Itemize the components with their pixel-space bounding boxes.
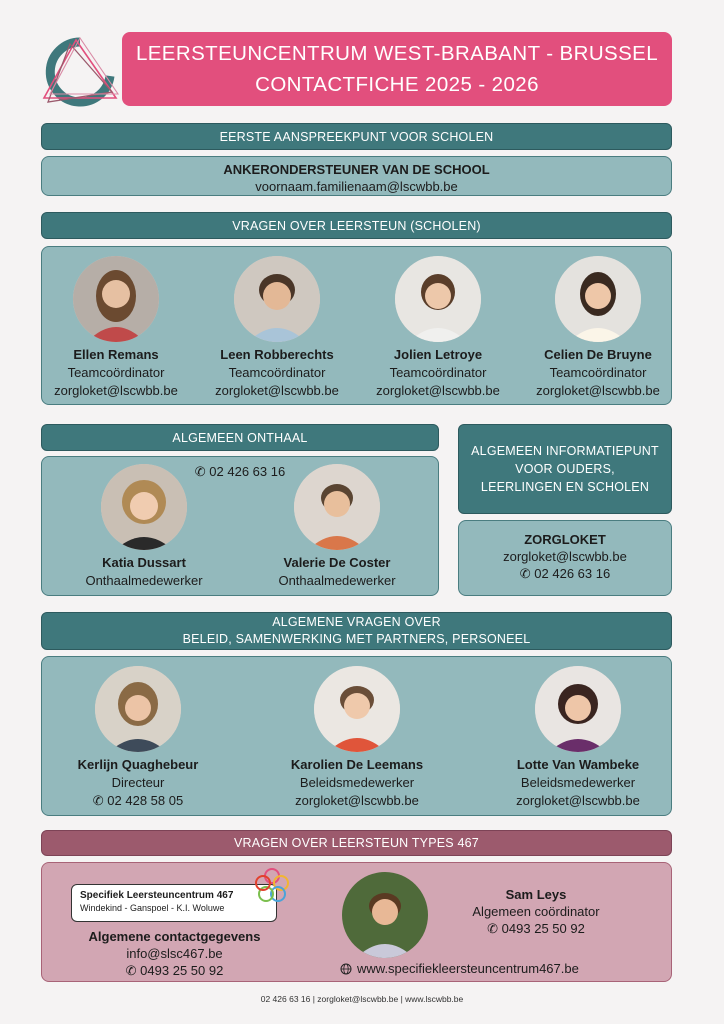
avatar: [342, 872, 428, 958]
person-phone[interactable]: ✆ 0493 25 50 92: [487, 921, 585, 936]
person-role: Teamcoördinator: [228, 365, 326, 380]
person-card: [513, 256, 683, 400]
person-role: Beleidsmedewerker: [520, 775, 636, 790]
person-name: Valerie De Coster: [283, 555, 391, 570]
anchor-email[interactable]: voornaam.familienaam@lscwbb.be: [255, 179, 458, 194]
page-title: [122, 32, 672, 106]
zorgloket-heading: ZORGLOKET: [524, 532, 606, 547]
person-role: Beleidsmedewerker: [299, 775, 415, 790]
person-name: Celien De Bruyne: [544, 347, 652, 362]
person-role: Teamcoördinator: [389, 365, 487, 380]
person-role: Onthaalmedewerker: [85, 573, 203, 588]
avatar: [294, 464, 380, 550]
general-contact-heading: Algemene contactgegevens: [88, 929, 261, 944]
website-text: www.specifiekleersteuncentrum467.be: [357, 961, 579, 976]
logo-line-2: Windekind - Ganspoel - K.I. Woluwe: [80, 903, 225, 913]
person-email[interactable]: zorgloket@lscwbb.be: [295, 793, 419, 808]
panel-zorgloket: [458, 520, 672, 596]
person-card: [353, 256, 523, 400]
person-card: [488, 666, 668, 810]
person-name: Kerlijn Quaghebeur: [77, 757, 199, 772]
person-name: Ellen Remans: [73, 347, 159, 362]
person-role: Teamcoördinator: [67, 365, 165, 380]
person-name: Sam Leys: [505, 887, 567, 902]
section-bar-reception: [41, 424, 439, 451]
website-link[interactable]: [340, 961, 640, 976]
person-card: [252, 464, 422, 590]
bar-label: BELEID, SAMENWERKING MET PARTNERS, PERSONEEL: [182, 632, 531, 646]
title-line-1: LEERSTEUNCENTRUM WEST-BRABANT - BRUSSEL: [135, 42, 659, 65]
person-card: [192, 256, 362, 400]
general-contact-phone[interactable]: ✆ 0493 25 50 92: [125, 963, 224, 978]
section-bar-types-467: [41, 830, 672, 856]
flower-logo-icon: [252, 866, 292, 906]
avatar: [395, 256, 481, 342]
avatar: [314, 666, 400, 752]
person-card: [267, 666, 447, 810]
section-bar-policy: [41, 612, 672, 650]
globe-icon: [340, 963, 352, 975]
anchor-heading: ANKERONDERSTEUNER VAN DE SCHOOL: [223, 162, 490, 177]
person-phone[interactable]: ✆ 02 428 58 05: [92, 793, 184, 808]
bar-label: LEERLINGEN EN SCHOLEN: [480, 480, 650, 494]
person-name: Leen Robberechts: [220, 347, 334, 362]
bar-label: VRAGEN OVER LEERSTEUN TYPES 467: [234, 836, 479, 850]
zorgloket-phone[interactable]: ✆ 02 426 63 16: [519, 566, 611, 581]
person-email[interactable]: zorgloket@lscwbb.be: [54, 383, 178, 398]
avatar: [555, 256, 641, 342]
person-name: Katia Dussart: [102, 555, 186, 570]
bar-label: EERSTE AANSPREEKPUNT VOOR SCHOLEN: [219, 129, 494, 144]
person-name: Lotte Van Wambeke: [516, 757, 640, 772]
person-name: Jolien Letroye: [393, 347, 483, 362]
person-role: Algemeen coördinator: [472, 904, 600, 919]
slsc467-logo: [71, 884, 277, 922]
avatar: [234, 256, 320, 342]
person-role: Onthaalmedewerker: [278, 573, 396, 588]
person-email[interactable]: zorgloket@lscwbb.be: [376, 383, 500, 398]
reception-phone[interactable]: ✆ 02 426 63 16: [194, 464, 286, 479]
general-contact-email[interactable]: info@slsc467.be: [126, 946, 223, 961]
avatar: [535, 666, 621, 752]
title-line-2: CONTACTFICHE 2025 - 2026: [255, 73, 539, 96]
section-bar-support-schools: [41, 212, 672, 239]
person-name: Karolien De Leemans: [290, 757, 424, 772]
section-bar-first-contact: [41, 123, 672, 150]
person-card: [59, 464, 229, 590]
panel-anchor-support: [41, 156, 672, 196]
triangle-logo-icon: [40, 36, 120, 108]
person-card: [31, 256, 201, 400]
avatar: [95, 666, 181, 752]
person-email[interactable]: zorgloket@lscwbb.be: [516, 793, 640, 808]
bar-label: VRAGEN OVER LEERSTEUN (SCHOLEN): [232, 218, 481, 233]
footer: 02 426 63 16 | zorgloket@lscwbb.be | www.lscwbb.be: [260, 994, 464, 1004]
avatar: [101, 464, 187, 550]
person-role: Directeur: [111, 775, 165, 790]
bar-label: ALGEMEEN ONTHAAL: [172, 430, 308, 445]
bar-label: VOOR OUDERS,: [515, 462, 615, 476]
person-email[interactable]: zorgloket@lscwbb.be: [215, 383, 339, 398]
person-role: Teamcoördinator: [549, 365, 647, 380]
bar-label: ALGEMEEN INFORMATIEPUNT: [471, 444, 659, 458]
logo-line-1: Specifiek Leersteuncentrum 467: [80, 890, 234, 901]
bar-label: ALGEMENE VRAGEN OVER: [272, 615, 441, 629]
section-bar-info-point: [458, 424, 672, 514]
person-card: [48, 666, 228, 810]
person-email[interactable]: zorgloket@lscwbb.be: [536, 383, 660, 398]
zorgloket-email[interactable]: zorgloket@lscwbb.be: [503, 549, 627, 564]
avatar: [73, 256, 159, 342]
